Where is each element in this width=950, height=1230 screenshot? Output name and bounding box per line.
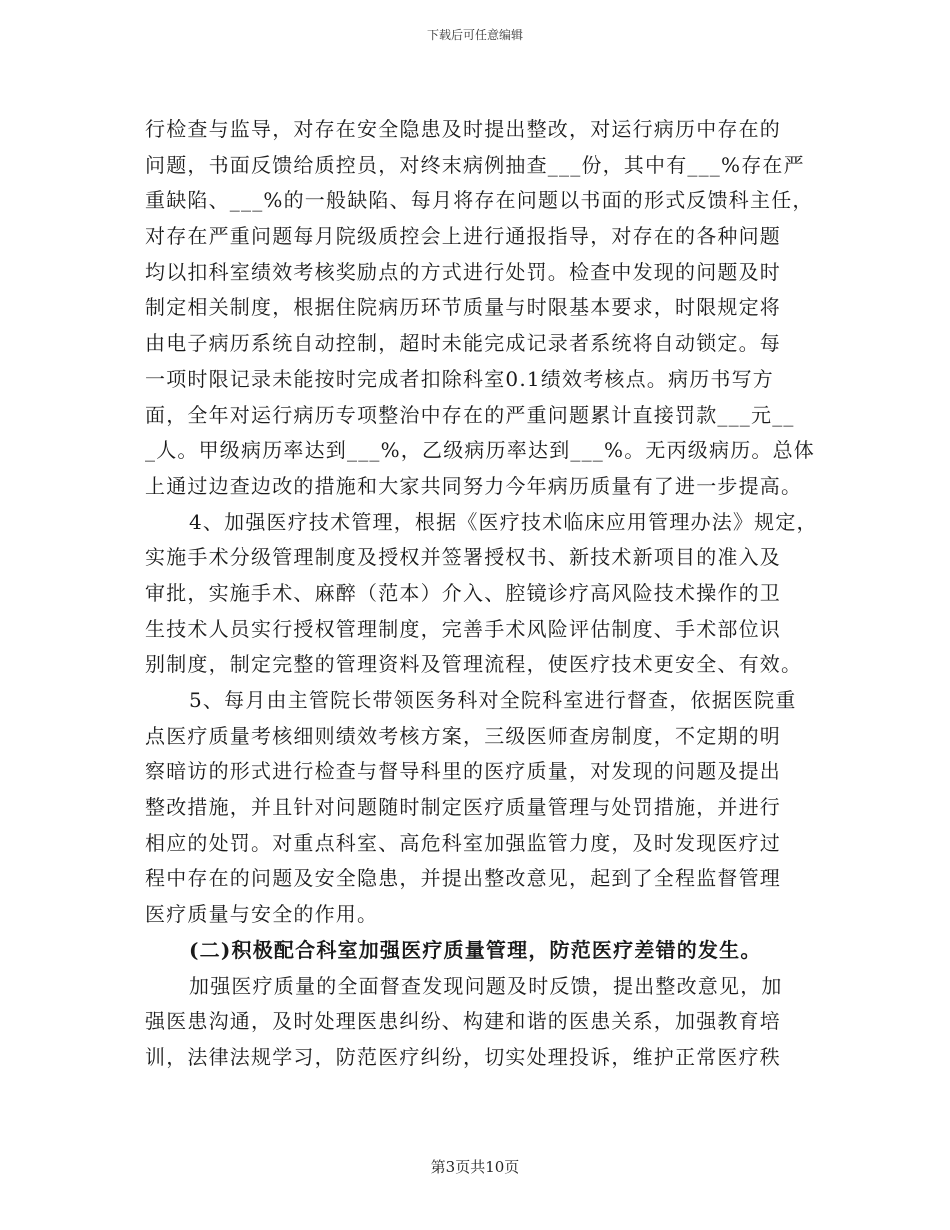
body-line: 均以扣科室绩效考核奖励点的方式进行处罚。检查中发现的问题及时 — [145, 259, 781, 284]
body-line: 程中存在的问题及安全隐患，并提出整改意见，起到了全程监督管理 — [145, 866, 781, 891]
paragraph-start-line: 5、每月由主管院长带领医务科对全院科室进行督查，依据医院重 — [189, 688, 797, 712]
section-heading: (二)积极配合科室加强医疗质量管理，防范医疗差错的发生。 — [189, 937, 762, 962]
body-line: _人。甲级病历率达到___%，乙级病历率达到___%。无丙级病历。总体 — [145, 438, 816, 463]
body-line: 问题，书面反馈给质控员，对终末病例抽查___份，其中有___%存在严 — [145, 152, 805, 177]
body-line: 行检查与监导，对存在安全隐患及时提出整改，对运行病历中存在的 — [145, 117, 781, 141]
body-line: 面，全年对运行病历专项整治中存在的严重问题累计直接罚款___元__ — [145, 402, 795, 427]
body-line: 别制度，制定完整的管理资料及管理流程，使医疗技术更安全、有效。 — [145, 652, 803, 677]
body-line: 上通过边查边改的措施和大家共同努力今年病历质量有了进一步提高。 — [145, 473, 803, 498]
body-line: 点医疗质量考核细则绩效考核方案，三级医师查房制度，不定期的明 — [145, 723, 781, 748]
body-line: 医疗质量与安全的作用。 — [145, 902, 379, 927]
body-line: 整改措施，并且针对问题随时制定医疗质量管理与处罚措施，并进行 — [145, 795, 781, 820]
body-line: 生技术人员实行授权管理制度，完善手术风险评估制度、手术部位识 — [145, 616, 781, 641]
body-line: 制定相关制度，根据住院病历环节质量与时限基本要求，时限规定将 — [145, 295, 781, 320]
body-line: 训，法律法规学习，防范医疗纠纷，切实处理投诉，维护正常医疗秩 — [145, 1044, 781, 1069]
body-line: 重缺陷、___%的一般缺陷、每月将存在问题以书面的形式反馈科主任， — [145, 188, 814, 213]
body-line: 察暗访的形式进行检查与督导科里的医疗质量，对发现的问题及提出 — [145, 759, 781, 784]
body-line: 实施手术分级管理制度及授权并签署授权书、新技术新项目的准入及 — [145, 545, 781, 570]
paragraph-start-line: 加强医疗质量的全面督查发现问题及时反馈，提出整改意见，加 — [189, 973, 783, 998]
page-number: 第3页共10页 — [430, 1158, 520, 1176]
body-line: 相应的处罚。对重点科室、高危科室加强监管力度，及时发现医疗过 — [145, 830, 781, 855]
page-header: 下载后可任意编辑 — [426, 28, 523, 42]
body-line: 审批，实施手术、麻醉（范本）介入、腔镜诊疗高风险技术操作的卫 — [145, 580, 781, 605]
document-body — [145, 112, 818, 1076]
body-line: 由电子病历系统自动控制，超时未能完成记录者系统将自动锁定。每 — [145, 331, 781, 356]
paragraph-start-line: 4、加强医疗技术管理，根据《医疗技术临床应用管理办法》规定， — [189, 509, 818, 534]
body-line: 对存在严重问题每月院级质控会上进行通报指导，对存在的各种问题 — [145, 224, 781, 249]
body-line: 强医患沟通，及时处理医患纠纷、构建和谐的医患关系，加强教育培 — [145, 1009, 781, 1034]
body-line: 一项时限记录未能按时完成者扣除科室0.1绩效考核点。病历书写方 — [145, 366, 775, 391]
